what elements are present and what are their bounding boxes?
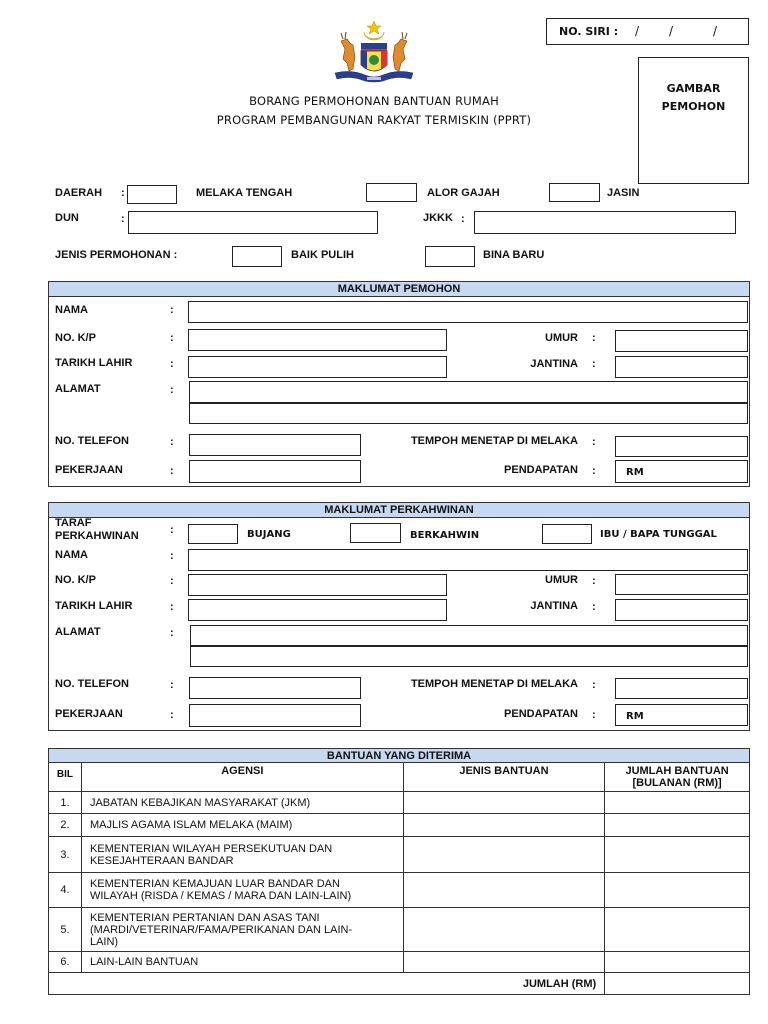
spouse-alamat-input-line-2[interactable] (190, 646, 748, 667)
row-number: 1. (49, 792, 82, 814)
currency-prefix: RM (626, 711, 644, 722)
column-header: AGENSI (81, 763, 403, 792)
colon: : (592, 709, 596, 721)
dun-label: DUN (55, 212, 79, 224)
form-title: BORANG PERMOHONAN BANTUAN RUMAH (249, 94, 499, 108)
spouse-pendapatan-input[interactable] (615, 704, 748, 726)
spouse-alamat-input-line-1[interactable] (190, 625, 748, 646)
field-label: JANTINA (530, 358, 578, 370)
daerah-label: DAERAH (55, 187, 103, 199)
photo-box-label: GAMBAR (666, 82, 721, 95)
colon: : (592, 358, 596, 370)
photo-box-label: PEMOHON (661, 100, 726, 113)
currency-prefix: RM (626, 467, 644, 478)
field-label: UMUR (545, 574, 578, 586)
colon: : (170, 601, 174, 613)
taraf-option-label: IBU / BAPA TUNGGAL (600, 529, 717, 540)
colon: : (592, 575, 596, 587)
no-siri-slash: / (635, 24, 640, 38)
colon: : (170, 679, 174, 691)
total-row (49, 973, 750, 995)
aid-amount-cell[interactable] (605, 837, 750, 873)
field-label: PEKERJAAN (55, 708, 123, 720)
jkkk-label: JKKK (423, 212, 453, 224)
spouse-pekerjaan-input[interactable] (189, 704, 361, 727)
total-amount-cell[interactable] (605, 973, 750, 995)
applicant-jantina-input[interactable] (615, 356, 748, 378)
colon: : (592, 436, 596, 448)
aid-type-cell[interactable] (403, 837, 604, 873)
field-label: TARIKH LAHIR (55, 357, 133, 369)
spouse-no-kp-input[interactable] (188, 574, 447, 596)
applicant-tarikh-lahir-input[interactable] (188, 356, 447, 378)
total-label: JUMLAH (RM) (49, 973, 605, 995)
colon: : (170, 627, 174, 639)
daerah-option-label: ALOR GAJAH (427, 187, 500, 199)
applicant-alamat-input-line-1[interactable] (189, 381, 748, 403)
field-label: TARIKH LAHIR (55, 600, 133, 612)
colon: : (170, 332, 174, 344)
aid-type-cell[interactable] (403, 792, 604, 814)
aid-amount-cell[interactable] (605, 952, 750, 973)
colon: : (170, 304, 174, 316)
field-label: NO. TELEFON (55, 678, 129, 690)
field-label: ALAMAT (55, 626, 101, 638)
field-label: TARAF (55, 517, 92, 529)
colon: : (170, 575, 174, 587)
section-header: MAKLUMAT PERKAHWINAN (49, 503, 749, 518)
no-siri-box[interactable] (546, 18, 749, 45)
row-number: 5. (49, 908, 82, 952)
bujang-checkbox[interactable] (188, 524, 238, 544)
table-row (49, 792, 750, 814)
spouse-jantina-input[interactable] (615, 599, 748, 621)
applicant-tempoh-input[interactable] (615, 436, 748, 457)
field-label: PENDAPATAN (504, 464, 578, 476)
jenis-option-label: BAIK PULIH (291, 249, 354, 261)
field-label: PENDAPATAN (504, 708, 578, 720)
applicant-umur-input[interactable] (615, 330, 748, 352)
baik-pulih-checkbox[interactable] (232, 246, 282, 267)
row-number: 4. (49, 873, 82, 908)
aid-amount-cell[interactable] (605, 814, 750, 837)
table-row (49, 814, 750, 837)
applicant-no-telefon-input[interactable] (189, 434, 361, 456)
colon: : (592, 465, 596, 477)
colon: : (170, 550, 174, 562)
spouse-umur-input[interactable] (615, 574, 748, 595)
field-label: NO. TELEFON (55, 435, 129, 447)
agency-name: MAJLIS AGAMA ISLAM MELAKA (MAIM) (81, 814, 403, 837)
spouse-no-telefon-input[interactable] (189, 677, 361, 699)
taraf-option-label: BUJANG (247, 529, 291, 540)
spouse-tempoh-input[interactable] (615, 678, 748, 699)
field-label: NAMA (55, 304, 88, 316)
jenis-option-label: BINA BARU (483, 249, 545, 261)
applicant-no-kp-input[interactable] (188, 329, 447, 351)
applicant-pekerjaan-input[interactable] (189, 460, 361, 483)
applicant-alamat-input-line-2[interactable] (189, 403, 748, 424)
aid-type-cell[interactable] (403, 908, 604, 952)
daerah-option-label: MELAKA TENGAH (196, 187, 293, 199)
ibu-bapa-tunggal-checkbox[interactable] (542, 524, 592, 544)
column-header: JENIS BANTUAN (403, 763, 604, 792)
no-siri-slash: / (713, 24, 718, 38)
agency-name: LAIN-LAIN BANTUAN (81, 952, 403, 973)
table-row (49, 873, 750, 908)
field-label: ALAMAT (55, 383, 101, 395)
colon: : (121, 187, 125, 199)
colon: : (170, 524, 174, 536)
table-header-row (49, 763, 750, 792)
colon: : (592, 601, 596, 613)
agency-name: KEMENTERIAN KEMAJUAN LUAR BANDAR DAN WILAYAH (RISDA / KEMAS / MARA DAN LAIN-LAIN) (81, 873, 403, 908)
applicant-pendapatan-input[interactable] (615, 460, 748, 483)
colon: : (592, 679, 596, 691)
taraf-option-label: BERKAHWIN (410, 530, 480, 541)
field-label: NO. K/P (55, 574, 96, 586)
field-label: TEMPOH MENETAP DI MELAKA (410, 678, 578, 690)
field-label: TEMPOH MENETAP DI MELAKA (410, 435, 578, 447)
form-subtitle: PROGRAM PEMBANGUNAN RAKYAT TERMISKIN (PPRT) (216, 113, 532, 127)
row-number: 3. (49, 837, 82, 873)
field-label: PERKAHWINAN (55, 530, 139, 542)
bina-baru-checkbox[interactable] (425, 246, 475, 267)
agency-name: JABATAN KEBAJIKAN MASYARAKAT (JKM) (81, 792, 403, 814)
field-label: PEKERJAAN (55, 464, 123, 476)
aid-type-cell[interactable] (403, 873, 604, 908)
daerah-alor-gajah-checkbox[interactable] (366, 183, 417, 202)
table-row (49, 952, 750, 973)
row-number: 6. (49, 952, 82, 973)
berkahwin-checkbox[interactable] (350, 523, 401, 543)
aid-amount-cell[interactable] (605, 792, 750, 814)
daerah-option-label: JASIN (607, 187, 640, 199)
melaka-state-crest-icon (331, 19, 417, 83)
jkkk-input[interactable] (474, 211, 736, 234)
column-header: JUMLAH BANTUAN [BULANAN (RM)] (605, 763, 750, 792)
colon: : (170, 465, 174, 477)
field-label: NAMA (55, 549, 88, 561)
jenis-permohonan-label: JENIS PERMOHONAN : (55, 249, 178, 261)
table-row (49, 837, 750, 873)
colon: : (121, 213, 125, 225)
colon: : (592, 332, 596, 344)
aid-amount-cell[interactable] (605, 873, 750, 908)
section-header: BANTUAN YANG DITERIMA (49, 749, 750, 763)
table-row (49, 908, 750, 952)
colon: : (170, 384, 174, 396)
no-siri-slash: / (669, 24, 674, 38)
aid-table (48, 748, 750, 995)
field-label: JANTINA (530, 600, 578, 612)
agency-name: KEMENTERIAN WILAYAH PERSEKUTUAN DAN KESEJAHTERAAN BANDAR (81, 837, 403, 873)
field-label: UMUR (545, 332, 578, 344)
aid-amount-cell[interactable] (605, 908, 750, 952)
colon: : (461, 213, 465, 225)
agency-name: KEMENTERIAN PERTANIAN DAN ASAS TANI (MARDI/VETERINAR/FAMA/PERIKANAN DAN LAIN-LAIN) (81, 908, 403, 952)
colon: : (170, 436, 174, 448)
spouse-nama-input[interactable] (188, 549, 748, 571)
aid-type-cell[interactable] (403, 952, 604, 973)
row-number: 2. (49, 814, 82, 837)
column-header: BIL (49, 763, 82, 792)
dun-input[interactable] (128, 211, 378, 234)
section-header: MAKLUMAT PEMOHON (49, 282, 749, 297)
spouse-tarikh-lahir-input[interactable] (188, 599, 447, 621)
no-siri-label: NO. SIRI : (559, 25, 619, 38)
colon: : (170, 709, 174, 721)
colon: : (170, 358, 174, 370)
daerah-jasin-checkbox[interactable] (549, 183, 600, 202)
applicant-nama-input[interactable] (188, 301, 748, 323)
aid-type-cell[interactable] (403, 814, 604, 837)
daerah-melaka-tengah-checkbox[interactable] (127, 185, 177, 204)
field-label: NO. K/P (55, 332, 96, 344)
